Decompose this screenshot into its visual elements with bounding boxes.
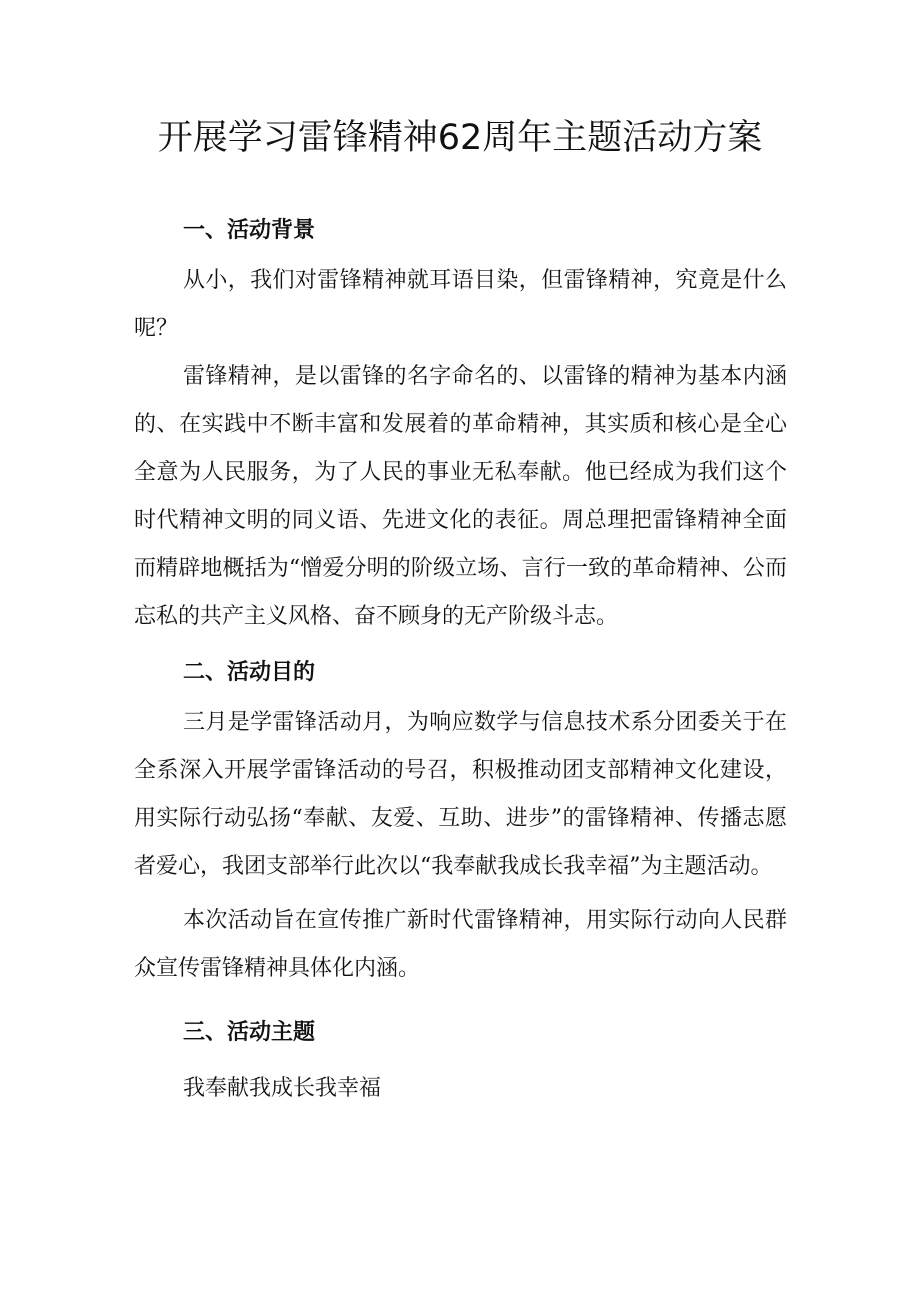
document-title: 开展学习雷锋精神62周年主题活动方案 <box>157 118 763 158</box>
document-body <box>134 205 787 1113</box>
spacer <box>134 993 787 1007</box>
section-theme <box>134 1007 787 1113</box>
section-heading: 二、活动目的 <box>183 660 316 685</box>
paragraph: 本次活动旨在宣传推广新时代雷锋精神，用实际行动向人民群众宣传雷锋精神具体化内涵。 <box>134 908 787 981</box>
paragraph: 从小，我们对雷锋精神就耳语目染，但雷锋精神，究竟是什么呢？ <box>134 268 787 341</box>
paragraph: 我奉献我成长我幸福 <box>183 1076 382 1101</box>
section-heading: 一、活动背景 <box>183 218 316 243</box>
section-purpose <box>134 647 787 993</box>
paragraph: 三月是学雷锋活动月，为响应数学与信息技术系分团委关于在全系深入开展学雷锋活动的号召，积极推动团支部精神文化建设，用实际行动弘扬“奉献、友爱、互助、进步”的雷锋精神、传播志愿者爱心，我团支部举行此次以“我奉献我成长我幸福”为主题活动。 <box>134 710 787 879</box>
section-background <box>134 205 787 641</box>
section-heading: 三、活动主题 <box>183 1020 316 1045</box>
paragraph: 雷锋精神，是以雷锋的名字命名的、以雷锋的精神为基本内涵的、在实践中不断丰富和发展着的革命精神，其实质和核心是全心全意为人民服务，为了人民的事业无私奉献。他已经成为我们这个时代精神文明的同义语、先进文化的表征。周总理把雷锋精神全面而精辟地概括为“憎爱分明的阶级立场、言行一致的革命精神、公而忘私的共产主义风格、奋不顾身的无产阶级斗志。 <box>134 364 787 629</box>
